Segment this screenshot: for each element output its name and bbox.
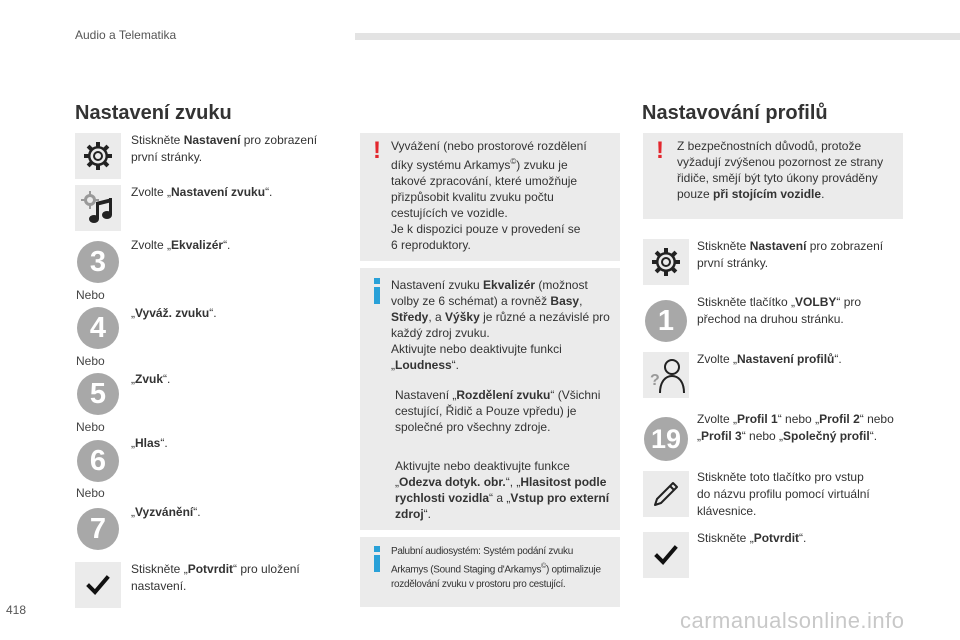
checkmark-icon: [86, 573, 110, 597]
nebo-label-1: Nebo: [76, 288, 105, 302]
svg-text:?: ?: [650, 372, 660, 389]
checkmark-icon: [654, 543, 678, 567]
right-step-6-text: Stiskněte „Potvrdit“.: [697, 531, 807, 545]
warning-balance-text: Vyvážení (nebo prostorové rozdělení díky systému Arkamys©) zvuku je takové zpracování, které umožňuje přizpůsobit kvalitu zvuku počtu cestujících ve vozidle. Je k dispozici pouze v provedení se 6 reproduktory.: [391, 139, 587, 252]
music-note-gear-icon: [78, 188, 118, 228]
right-section-title: Nastavování profilů: [642, 102, 828, 124]
gear-icon: [649, 245, 683, 279]
step-number-3: 3: [77, 241, 119, 283]
info-touch-volume-text: Aktivujte nebo deaktivujte funkce „Odezva dotyk. obr.“, „Hlasitost podle rychlosti vozidla“ a „Vstup pro externí zdroj“.: [395, 459, 610, 521]
left-step-3-text: Zvolte „Ekvalizér“.: [131, 238, 231, 252]
page-number: 418: [6, 603, 27, 617]
nebo-label-2: Nebo: [76, 354, 105, 368]
left-step-4-text: „Vyváž. zvuku“.: [131, 306, 217, 320]
step-number-7: 7: [77, 508, 119, 550]
step-number-19: 19: [644, 417, 688, 461]
gear-icon: [81, 139, 115, 173]
warning-exclamation-icon: !: [373, 137, 381, 164]
nebo-label-3: Nebo: [76, 420, 105, 434]
right-step-1-text: Stiskněte Nastavení pro zobrazení první stránky.: [697, 239, 884, 270]
right-step-2-text: Stiskněte tlačítko „VOLBY“ pro přechod na druhou stránku.: [697, 295, 862, 326]
edit-name-button-graphic: [643, 471, 689, 517]
pencil-icon: [649, 477, 683, 511]
header-divider: [355, 33, 960, 40]
nebo-label-4: Nebo: [76, 486, 105, 500]
user-profile-icon: [646, 355, 686, 395]
sound-settings-graphic: [75, 185, 121, 231]
profile-settings-graphic: [643, 352, 689, 398]
left-step-1-text: Stiskněte Nastavení pro zobrazení první stránky.: [131, 133, 318, 164]
left-section-title: Nastavení zvuku: [75, 102, 232, 124]
confirm-button-graphic: [75, 562, 121, 608]
right-step-5-text: Stiskněte toto tlačítko pro vstup do názvu profilu pomocí virtuální klávesnice.: [697, 470, 870, 518]
header-section-label: Audio a Telematika: [75, 28, 177, 42]
info-arkamys-text: Palubní audiosystém: Systém podání zvuku Arkamys (Sound Staging d'Arkamys©) optimalizuje rozdělování zvuku v prostoru pro cestující.: [391, 546, 601, 591]
settings-button-graphic-2: [643, 239, 689, 285]
step-number-4: 4: [77, 307, 119, 349]
step-number-1: 1: [645, 300, 687, 342]
info-equalizer-text: Nastavení zvuku Ekvalizér (možnost volby ze 6 schémat) a rovněž Basy, Středy, a Výšky je různé a nezávislé pro každý zdroj zvuku. Aktivujte nebo deaktivujte funkci „Loudness“.: [391, 278, 610, 372]
left-step-8-text: Stiskněte „Potvrdit“ pro uložení nastavení.: [131, 562, 300, 593]
confirm-button-graphic-2: [643, 532, 689, 578]
left-step-6-text: „Hlas“.: [131, 436, 168, 450]
left-step-7-text: „Vyzvánění“.: [131, 505, 201, 519]
right-step-3-text: Zvolte „Nastavení profilů“.: [697, 352, 842, 366]
left-step-2-text: Zvolte „Nastavení zvuku“.: [131, 185, 273, 199]
left-step-5-text: „Zvuk“.: [131, 372, 171, 386]
settings-button-graphic: [75, 133, 121, 179]
right-step-4-text: Zvolte „Profil 1“ nebo „Profil 2“ nebo „Profil 3“ nebo „Společný profil“.: [697, 412, 894, 443]
step-number-6: 6: [77, 440, 119, 482]
step-number-5: 5: [77, 373, 119, 415]
warning-exclamation-icon-2: !: [656, 137, 664, 164]
info-sound-distribution-text: Nastavení „Rozdělení zvuku“ (Všichni cestující, Řidič a Pouze vpředu) je společné pro všechny zdroje.: [395, 388, 601, 434]
watermark: carmanualsonline.info: [680, 608, 905, 633]
warning-profiles-text: Z bezpečnostních důvodů, protože vyžadují zvýšenou pozornost ze strany řidiče, smějí být tyto úkony prováděny pouze při stojícím vozidle.: [677, 139, 884, 201]
